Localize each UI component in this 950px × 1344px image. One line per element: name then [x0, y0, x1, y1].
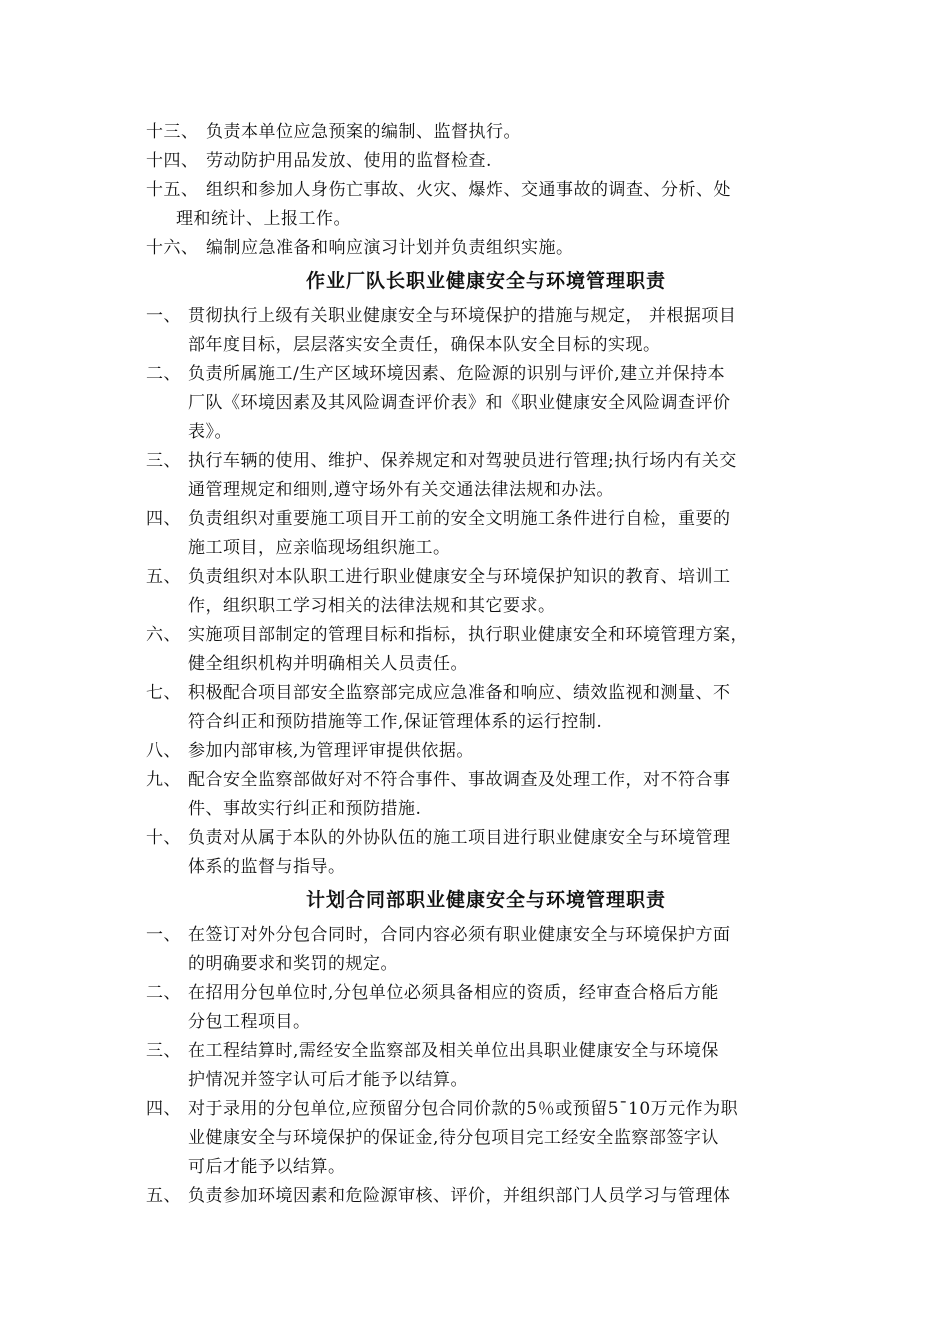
duty-number: 十、	[146, 828, 181, 848]
planning-contract-duty-list	[146, 921, 826, 1211]
duty-number: 三、	[146, 1041, 181, 1061]
duty-number: 七、	[146, 683, 181, 703]
duty-number: 十五、	[146, 180, 199, 200]
duty-number: 二、	[146, 983, 181, 1003]
duty-text	[146, 447, 826, 505]
duty-number: 十六、	[146, 238, 199, 258]
duty-text-line: 五、 负责组织对本队职工进行职业健康安全与环境保护知识的教育、培训工	[146, 563, 826, 592]
duty-text-line: 四、 对于录用的分包单位,应预留分包合同价款的5％或预留5¯10万元作为职	[146, 1095, 826, 1124]
duty-text	[146, 679, 826, 737]
duty-text-line: 作，组织职工学习相关的法律法规和其它要求。	[188, 596, 556, 616]
document-content	[146, 118, 826, 1211]
duty-item	[146, 824, 826, 882]
duty-text	[146, 824, 826, 882]
duty-number: 十四、	[146, 151, 199, 171]
duty-text	[146, 118, 826, 147]
duty-text-line: 五、 负责参加环境因素和危险源审核、评价，并组织部门人员学习与管理体	[146, 1182, 826, 1211]
duty-text	[146, 147, 826, 176]
duty-item	[146, 447, 826, 505]
section-heading-team-leader: 作业厂队长职业健康安全与环境管理职责	[305, 270, 666, 292]
duty-text	[146, 921, 826, 979]
duty-item	[146, 505, 826, 563]
duty-text-line: 通管理规定和细则,遵守场外有关交通法律法规和办法。	[188, 480, 614, 500]
duty-text	[146, 1182, 826, 1211]
duty-text-line: 四、 负责组织对重要施工项目开工前的安全文明施工条件进行自检，重要的	[146, 505, 826, 534]
duty-number: 三、	[146, 451, 181, 471]
team-leader-duty-list	[146, 302, 826, 882]
duty-number: 四、	[146, 509, 181, 529]
duty-text	[146, 505, 826, 563]
duty-text-line: 六、 实施项目部制定的管理目标和指标，执行职业健康安全和环境管理方案，	[146, 621, 826, 650]
duty-text-line: 八、 参加内部审核,为管理评审提供依据。	[146, 737, 826, 766]
duty-item	[146, 737, 826, 766]
duty-text-line: 体系的监督与指导。	[188, 857, 346, 877]
duty-item	[146, 234, 826, 263]
duty-text-line: 健全组织机构并明确相关人员责任。	[188, 654, 468, 674]
duty-item	[146, 1037, 826, 1095]
duty-item	[146, 147, 826, 176]
duty-text	[146, 234, 826, 263]
duty-item	[146, 679, 826, 737]
duty-text	[146, 563, 826, 621]
duty-text	[146, 1095, 826, 1182]
duty-number: 二、	[146, 364, 181, 384]
duty-text-line: 业健康安全与环境保护的保证金,待分包项目完工经安全监察部签字认	[188, 1128, 719, 1148]
duty-text	[146, 360, 826, 447]
duty-text-line: 部年度目标，层层落实安全责任，确保本队安全目标的实现。	[188, 335, 661, 355]
duty-item	[146, 360, 826, 447]
duty-text	[146, 302, 826, 360]
duty-item	[146, 302, 826, 360]
duty-text-line: 一、 在签订对外分包合同时，合同内容必须有职业健康安全与环境保护方面	[146, 921, 826, 950]
duty-item	[146, 1182, 826, 1211]
duty-number: 五、	[146, 567, 181, 587]
duty-item	[146, 563, 826, 621]
duty-text-line: 施工项目，应亲临现场组织施工。	[188, 538, 451, 558]
duty-text-line: 十三、 负责本单位应急预案的编制、监督执行。	[146, 118, 826, 147]
duty-number: 六、	[146, 625, 181, 645]
duty-text-line: 十四、 劳动防护用品发放、使用的监督检查.	[146, 147, 826, 176]
duty-item	[146, 1095, 826, 1182]
section-heading-planning-contract: 计划合同部职业健康安全与环境管理职责	[305, 889, 666, 911]
duty-text-line: 十、 负责对从属于本队的外协队伍的施工项目进行职业健康安全与环境管理	[146, 824, 826, 853]
continued-duty-list	[146, 118, 826, 263]
duty-text	[146, 176, 826, 234]
duty-text-line: 的明确要求和奖罚的规定。	[188, 954, 398, 974]
duty-number: 四、	[146, 1099, 181, 1119]
duty-text-line: 三、 在工程结算时,需经安全监察部及相关单位出具职业健康安全与环境保	[146, 1037, 826, 1066]
duty-number: 九、	[146, 770, 181, 790]
duty-text	[146, 621, 826, 679]
duty-text-line: 一、 贯彻执行上级有关职业健康安全与环境保护的措施与规定， 并根据项目	[146, 302, 826, 331]
duty-text	[146, 979, 826, 1037]
duty-text-line: 分包工程项目。	[188, 1012, 311, 1032]
duty-text-line: 七、 积极配合项目部安全监察部完成应急准备和响应、绩效监视和测量、不	[146, 679, 826, 708]
duty-text-line: 护情况并签字认可后才能予以结算。	[188, 1070, 468, 1090]
duty-text-line: 符合纠正和预防措施等工作,保证管理体系的运行控制.	[188, 712, 603, 732]
duty-text-line: 九、 配合安全监察部做好对不符合事件、事故调查及处理工作，对不符合事	[146, 766, 826, 795]
duty-text-line: 二、 负责所属施工/生产区域环境因素、危险源的识别与评价,建立并保持本	[146, 360, 826, 389]
duty-text	[146, 766, 826, 824]
duty-number: 八、	[146, 741, 181, 761]
duty-item	[146, 766, 826, 824]
duty-number: 一、	[146, 306, 181, 326]
duty-text-line: 厂队《环境因素及其风险调查评价表》和《职业健康安全风险调查评价	[188, 393, 731, 413]
duty-number: 五、	[146, 1186, 181, 1206]
duty-number: 十三、	[146, 122, 199, 142]
duty-text-line: 十五、 组织和参加人身伤亡事故、火灾、爆炸、交通事故的调查、分析、处	[146, 176, 826, 205]
duty-text-line: 二、 在招用分包单位时,分包单位必须具备相应的资质，经审查合格后方能	[146, 979, 826, 1008]
duty-item	[146, 979, 826, 1037]
duty-number: 一、	[146, 925, 181, 945]
duty-text-line: 表》。	[188, 422, 232, 442]
duty-item	[146, 118, 826, 147]
duty-text-line: 件、事故实行纠正和预防措施.	[188, 799, 422, 819]
duty-item	[146, 621, 826, 679]
duty-item	[146, 921, 826, 979]
duty-text-line: 三、 执行车辆的使用、维护、保养规定和对驾驶员进行管理;执行场内有关交	[146, 447, 826, 476]
duty-item	[146, 176, 826, 234]
duty-text	[146, 737, 826, 766]
duty-text	[146, 1037, 826, 1095]
duty-text-line: 可后才能予以结算。	[188, 1157, 346, 1177]
duty-text-line: 理和统计、上报工作。	[176, 209, 351, 229]
duty-text-line: 十六、 编制应急准备和响应演习计划并负责组织实施。	[146, 234, 826, 263]
